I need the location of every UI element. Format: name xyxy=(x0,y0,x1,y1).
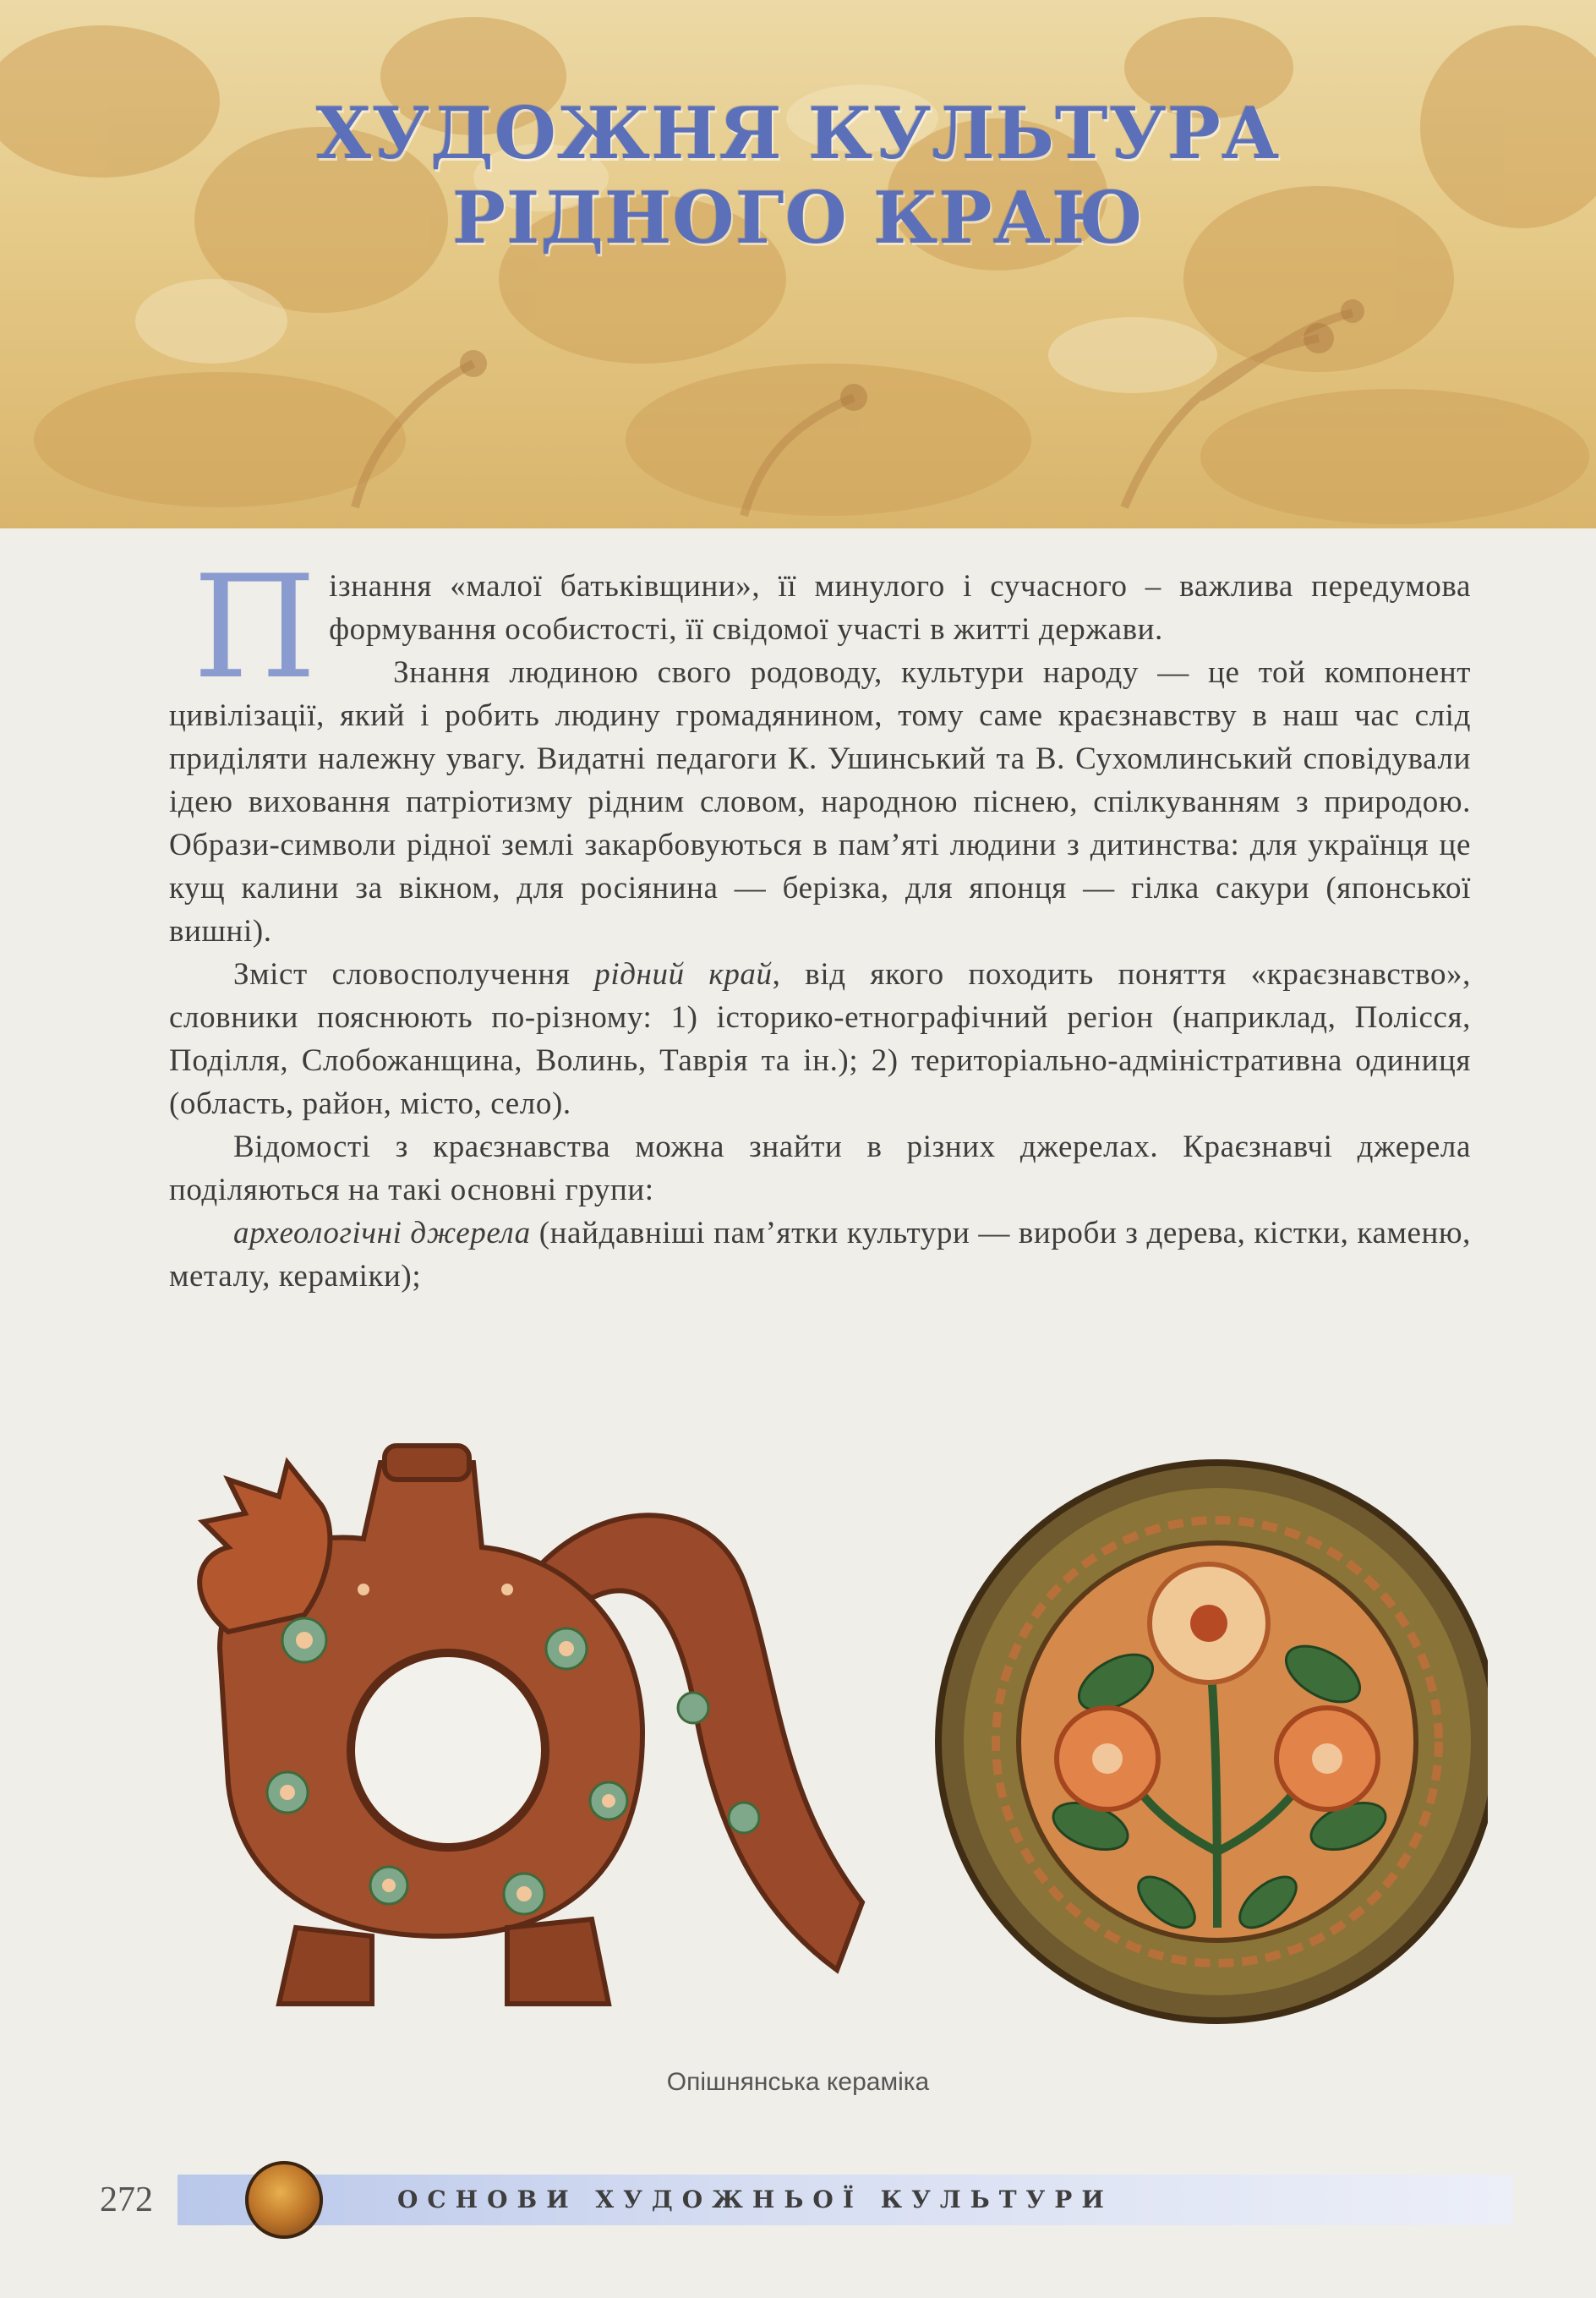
decorated-plate-image xyxy=(938,1463,1488,2021)
paragraph-sources: Відомості з краєзнавства можна знайти в різних джерелах. Краєзнавчі джерела поділяються на такі основні групи: xyxy=(169,1130,1471,1207)
figure-caption: Опішнянська кераміка xyxy=(666,2068,930,2096)
paragraph-native-land xyxy=(169,953,1471,1125)
chapter-title-line-1: ХУДОЖНЯ КУЛЬТУРА xyxy=(315,91,1281,175)
page-number: 272 xyxy=(100,2180,153,2219)
plate-flower-right xyxy=(1276,1708,1378,1809)
paragraph-intro-text: ізнання «малої батьківщини», її минулого і сучасного – важлива передумова формування особистості, її свідомої участі в житті держави. xyxy=(329,569,1471,647)
plate-flower-left xyxy=(1057,1708,1158,1809)
paragraph-archaeological xyxy=(169,1212,1471,1298)
term-archaeological-sources: археологічні джерела xyxy=(233,1216,531,1250)
paragraph-intro xyxy=(169,544,1471,710)
header-banner xyxy=(0,0,1596,528)
plate-flower-top xyxy=(1150,1564,1268,1682)
running-footer-title: ОСНОВИ ХУДОЖНЬОЇ КУЛЬТУРИ xyxy=(397,2186,1113,2213)
paragraph-genealogy: Знання людиною свого родоводу, культури народу — це той компонент цивілізації, який і робить людину громадянином, тому саме краєзнавству в наш час слід приділяти належну увагу. Видатні педагоги К. Ушинський та В. Сухомлинський сповідували ідею виховання патріотизму рідним словом, народною піснею, спілкуванням з природою. Образи-символи рідної землі закарбовуються в пам’яті людини з дитинства: для українця це кущ калини за вікном, для росіянина — берізка, для японця — гілка сакури (японської вишні). xyxy=(169,655,1471,949)
book-emblem-icon xyxy=(245,2161,323,2239)
ceramics-illustrations xyxy=(169,1429,1488,2071)
paragraph-archaeological-rest: (найдавніші пам’ятки культури — вироби з дерева, кістки, каменю, металу, кераміки); xyxy=(169,1216,1472,1294)
paragraph-native-land-rest: , від якого походить поняття «краєзнавство», словники пояснюють по-різному: 1) історико-етнографічний регіон (наприклад, Полісся, Поділля, Слобожанщина, Волинь, Таврія та ін.); 2) територіально-адміністративна одиниця (область, район, місто, село). xyxy=(169,957,1472,1121)
drop-cap: П xyxy=(193,544,318,710)
chapter-title-line-2: РІДНОГО КРАЮ xyxy=(451,176,1145,260)
floral-background xyxy=(0,0,1596,528)
paragraph-native-land-start: Зміст словосполучення xyxy=(233,957,595,992)
term-native-land: рідний край xyxy=(594,957,773,992)
body-text xyxy=(169,544,1472,1298)
rooster-vessel-image xyxy=(200,1446,862,2004)
